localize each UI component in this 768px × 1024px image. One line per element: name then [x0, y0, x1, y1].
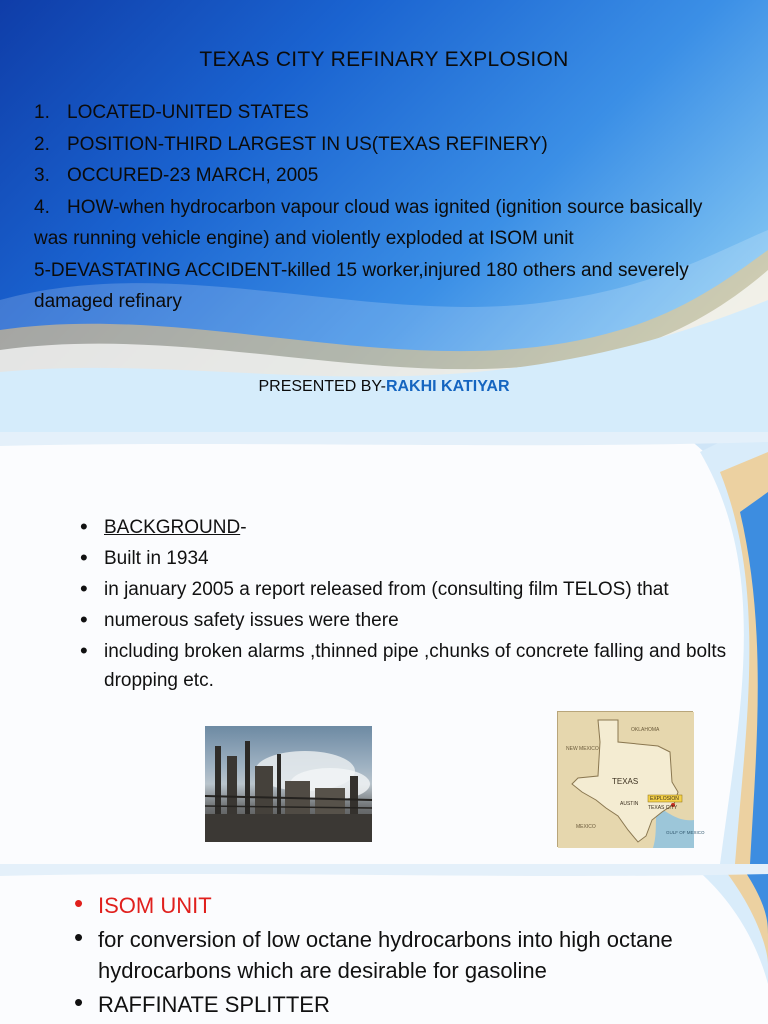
list-item: • for conversion of low octane hydrocarbons into high octane hydrocarbons which are desirable for gasoline: [74, 924, 754, 986]
texas-map-graphic: [558, 712, 705, 848]
list-item: • Built in 1934: [80, 544, 760, 573]
list-item: • RAFFINATE SPLITTER: [74, 989, 754, 1020]
list-item: [34, 192, 734, 255]
list-item-text: HOW-when hydrocarbon vapour cloud was ignited (ignition source basically was running vehicle engine) and violently exploded at ISOM unit: [34, 196, 703, 249]
list-item: [80, 513, 760, 542]
presenter-name: RAKHI KATIYAR: [385, 378, 510, 395]
slide-1: [0, 0, 768, 432]
heading-suffix: -: [240, 517, 247, 538]
slide-2: [0, 432, 768, 864]
list-item: [34, 97, 734, 129]
map-label-texas-city: TEXAS CITY: [648, 805, 678, 811]
list-item-isom-unit: • ISOM UNIT: [74, 890, 754, 921]
list-number: 2.: [34, 133, 50, 155]
slide-3: [0, 864, 768, 1024]
map-label-texas: TEXAS: [612, 777, 639, 786]
map-label-gulf: GULF OF MEXICO: [666, 830, 705, 835]
presenter-line: [0, 378, 768, 396]
slide-1-body: [34, 97, 734, 318]
list-item-text: LOCATED-UNITED STATES: [67, 102, 309, 123]
map-label-oklahoma: OKLAHOMA: [631, 727, 660, 733]
list-item: [34, 160, 734, 192]
list-item: [34, 129, 734, 161]
background-bullet-list: [80, 513, 760, 697]
refinery-explosion-photo: [205, 726, 372, 842]
list-item: • including broken alarms ,thinned pipe ,chunks of concrete falling and bolts dropping etc.: [80, 637, 760, 695]
list-item-text: OCCURED-23 MARCH, 2005: [67, 165, 319, 186]
presenter-label: PRESENTED BY-: [258, 378, 386, 395]
list-item-text: POSITION-THIRD LARGEST IN US(TEXAS REFINERY): [67, 133, 548, 155]
list-number: 4.: [34, 196, 50, 218]
slide-title: TEXAS CITY REFINARY EXPLOSION: [199, 48, 569, 71]
list-item: • numerous safety issues were there: [80, 606, 760, 635]
map-label-mexico: MEXICO: [576, 824, 596, 830]
list-item: • in january 2005 a report released from (consulting film TELOS) that: [80, 575, 760, 604]
background-heading: BACKGROUND: [104, 517, 241, 538]
refinery-photo-graphic: [205, 726, 372, 842]
texas-map: [557, 711, 705, 847]
isom-bullet-list: [74, 890, 754, 1023]
list-item-devastating: 5-DEVASTATING ACCIDENT-killed 15 worker,injured 180 others and severely damaged refinary: [34, 259, 689, 312]
list-number: 3.: [34, 165, 50, 186]
map-label-explosion: EXPLOSION: [650, 796, 679, 802]
map-label-new-mexico: NEW MEXICO: [566, 746, 599, 752]
map-label-austin: AUSTIN: [620, 801, 639, 807]
list-number: 1.: [34, 102, 50, 123]
